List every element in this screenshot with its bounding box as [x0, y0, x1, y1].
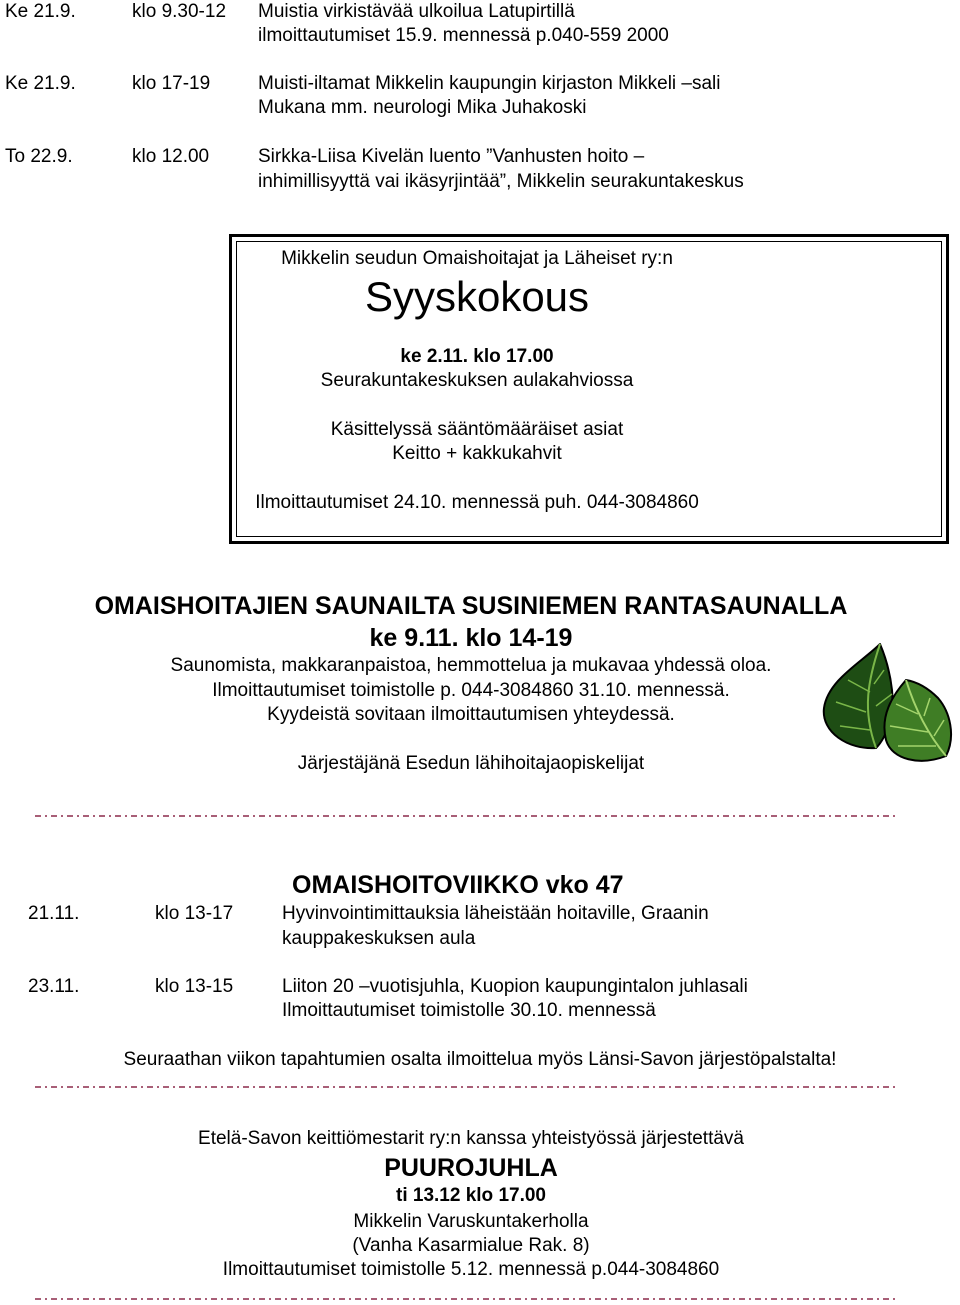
meeting-title: Syyskokous	[364, 273, 590, 320]
event-description: ilmoittautumiset 15.9. mennessä p.040-559 2000	[258, 25, 669, 46]
event-time: klo 12.00	[132, 146, 210, 167]
event-time: klo 17-19	[132, 73, 211, 94]
decorative-divider	[35, 1084, 897, 1090]
event-description: Sirkka-Liisa Kivelän luento ”Vanhusten hoito –	[258, 146, 645, 167]
event-description: inhimillisyyttä vai ikäsyrjintää”, Mikkelin seurakuntakeskus	[258, 171, 744, 192]
porridge-date: ti 13.12 klo 17.00	[396, 1185, 546, 1206]
meeting-registration: Ilmoittautumiset 24.10. mennessä puh. 044-3084860	[255, 492, 699, 513]
event-description: Muisti-iltamat Mikkelin kaupungin kirjaston Mikkeli –sali	[258, 73, 721, 94]
decorative-divider	[35, 813, 897, 819]
event-day: Ke 21.9.	[5, 73, 76, 94]
event-day: To 22.9.	[5, 146, 73, 167]
sauna-organizer: Järjestäjänä Esedun lähihoitajaopiskelijat	[297, 753, 645, 774]
porridge-intro: Etelä-Savon keittiömestarit ry:n kanssa yhteistyössä järjestettävä	[198, 1128, 744, 1149]
week-title: OMAISHOITOVIIKKO vko 47	[292, 871, 624, 899]
birch-leaves-icon	[818, 640, 958, 768]
event-description: Muistia virkistävää ulkoilua Latupirtillä	[258, 1, 575, 22]
porridge-address: (Vanha Kasarmialue Rak. 8)	[352, 1235, 590, 1256]
sauna-registration: Ilmoittautumiset toimistolle p. 044-3084860 31.10. mennessä.	[212, 680, 730, 701]
week-item-description: Liiton 20 –vuotisjuhla, Kuopion kaupungintalon juhlasali	[282, 976, 748, 997]
sauna-date: ke 9.11. klo 14-19	[369, 624, 573, 652]
event-time: klo 9.30-12	[132, 1, 227, 22]
event-description: Mukana mm. neurologi Mika Juhakoski	[258, 97, 587, 118]
meeting-refreshments: Keitto + kakkukahvit	[392, 443, 562, 464]
porridge-title: PUUROJUHLA	[384, 1154, 558, 1182]
meeting-organizer: Mikkelin seudun Omaishoitajat ja Läheiset ry:n	[281, 248, 673, 269]
meeting-agenda: Käsittelyssä sääntömääräiset asiat	[330, 419, 624, 440]
sauna-title: OMAISHOITAJIEN SAUNAILTA SUSINIEMEN RANTASAUNALLA	[94, 592, 848, 620]
week-item-time: klo 13-17	[155, 903, 234, 924]
sauna-transport: Kyydeistä sovitaan ilmoittautumisen yhteydessä.	[267, 704, 675, 725]
porridge-registration: Ilmoittautumiset toimistolle 5.12. mennessä p.044-3084860	[222, 1259, 720, 1280]
porridge-place: Mikkelin Varuskuntakerholla	[353, 1211, 589, 1232]
week-item-day: 21.11.	[28, 903, 80, 924]
week-item-day: 23.11.	[28, 976, 80, 997]
week-note: Seuraathan viikon tapahtumien osalta ilmoittelua myös Länsi-Savon järjestöpalstalta!	[123, 1049, 837, 1070]
event-day: Ke 21.9.	[5, 1, 76, 22]
meeting-place: Seurakuntakeskuksen aulakahviossa	[320, 370, 634, 391]
sauna-description: Saunomista, makkaranpaistoa, hemmottelua ja mukavaa yhdessä oloa.	[170, 655, 772, 676]
week-item-description: kauppakeskuksen aula	[282, 928, 476, 949]
meeting-date: ke 2.11. klo 17.00	[400, 346, 554, 367]
decorative-divider	[35, 1296, 897, 1302]
week-item-description: Ilmoittautumiset toimistolle 30.10. mennessä	[282, 1000, 656, 1021]
week-item-description: Hyvinvointimittauksia läheistään hoitaville, Graanin	[282, 903, 709, 924]
week-item-time: klo 13-15	[155, 976, 234, 997]
